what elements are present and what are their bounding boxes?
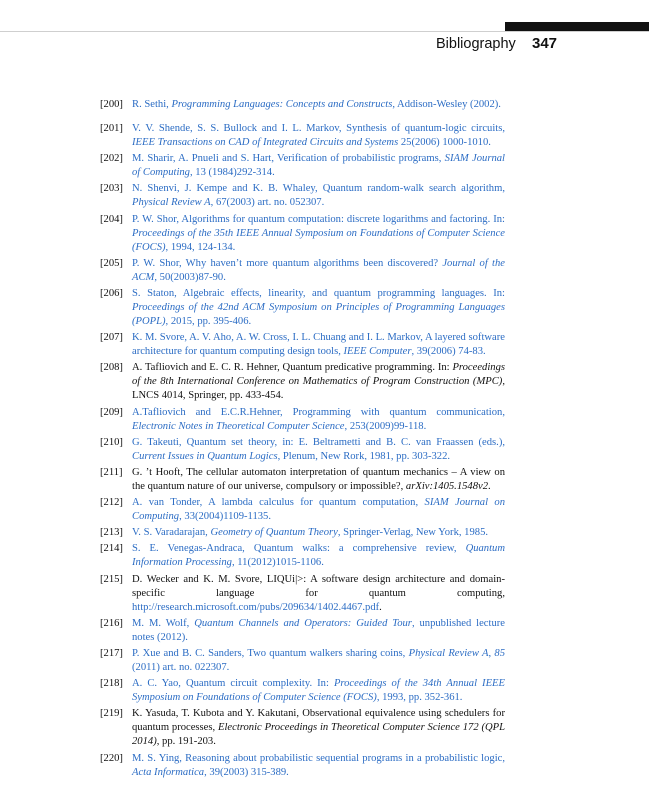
- bib-venue-title: Electronic Proceedings in Theoretical Computer Science 172 (QPL 2014): [132, 722, 505, 748]
- page-number: 347: [532, 35, 558, 52]
- bib-entry[interactable]: [100, 98, 505, 112]
- bib-text-segment: , Plenum, New Rork, 1981, pp. 303-322.: [277, 450, 451, 462]
- bib-venue-title: Geometry of Quantum Theory: [210, 527, 338, 539]
- bib-entry-number: [201]: [100, 123, 123, 134]
- bib-entry-number: [202]: [100, 153, 123, 165]
- bib-venue-title: arXiv:1405.1548v2: [405, 480, 489, 492]
- bib-entry-text: [132, 362, 505, 401]
- bib-text-segment: A. C. Yao, Quantum circuit complexity. In:: [132, 678, 334, 690]
- bib-text-segment: , 50(2003)87-90.: [154, 271, 226, 283]
- bib-entry-text[interactable]: [132, 99, 501, 110]
- bib-entry[interactable]: [100, 182, 505, 210]
- bib-entry-text[interactable]: [132, 214, 505, 253]
- bib-entry[interactable]: [100, 617, 505, 645]
- bib-entry-number: [204]: [100, 213, 123, 225]
- bib-entry-number: [206]: [100, 287, 123, 299]
- bib-text-segment: V. V. Shende, S. S. Bullock and I. L. Markov, Synthesis of quantum-logic circuits,: [132, 123, 505, 134]
- bib-text-segment: G. ’t Hooft, The cellular automaton interpretation of quantum mechanics – A view on the quantum nature of our universe, compulsory or impossible?,: [132, 466, 505, 492]
- bib-entry[interactable]: [100, 213, 505, 255]
- bib-entry-number: [203]: [100, 183, 123, 195]
- bib-entry-text[interactable]: [132, 183, 505, 208]
- bib-entry-number: [200]: [100, 99, 123, 110]
- bib-text-segment: , 13 (1984)292-314.: [189, 167, 275, 179]
- bib-text-segment: , 11(2012)1015-1106.: [231, 557, 324, 569]
- bib-url-link[interactable]: http://research.microsoft.com/pubs/209634/1402.4467.pdf: [132, 601, 380, 613]
- bib-entry-number: [219]: [100, 708, 123, 720]
- bib-entry[interactable]: [100, 331, 505, 359]
- bib-venue-title: Proceedings of the 8th International Conference on Mathematics of Program Construction (MPC): [132, 362, 505, 388]
- bib-text-segment: A.Tafliovich and E.C.R.Hehner, Programming with quantum communication,: [132, 406, 505, 418]
- bib-text-segment: , 1993, pp. 352-361.: [376, 692, 463, 704]
- bib-text-segment: , 39(2006) 74-83.: [411, 346, 486, 358]
- bib-entry-text[interactable]: [132, 618, 505, 643]
- bib-entry: [100, 466, 505, 494]
- bib-entry[interactable]: [100, 526, 505, 540]
- bib-entry-number: [205]: [100, 257, 123, 269]
- bib-venue-title: Proceedings of the 42nd ACM Symposium on Principles of Programming Languages (POPL): [132, 301, 505, 327]
- bib-entry[interactable]: [100, 677, 505, 705]
- bib-entry[interactable]: [100, 542, 505, 570]
- bib-entry-text[interactable]: [132, 153, 505, 178]
- bib-entry-number: [209]: [100, 406, 123, 418]
- bib-entry: [100, 573, 505, 615]
- bib-entry-number: [214]: [100, 543, 123, 555]
- bib-venue-title: Quantum Information Processing: [132, 543, 505, 569]
- bib-venue-title: Proceedings of the 35th IEEE Annual Symposium on Foundations of Computer Science (FOCS): [132, 227, 505, 253]
- bib-text-segment: A. Tafliovich and E. C. R. Hehner, Quantum predicative programming. In:: [132, 362, 453, 374]
- bib-text-segment: K. M. Svore, A. V. Aho, A. W. Cross, I. L. Chuang and I. L. Markov, A layered software architecture for quantum computing design tools,: [132, 332, 505, 358]
- bib-text-segment: P. W. Shor, Why haven’t more quantum algorithms been discovered?: [132, 257, 443, 269]
- bib-text-segment: P. Xue and B. C. Sanders, Two quantum walkers sharing coins,: [132, 648, 409, 659]
- bib-entry-number: [220]: [100, 752, 123, 764]
- bib-venue-title: Journal of the ACM: [132, 257, 505, 283]
- bib-venue-title: Physical Review A: [408, 648, 489, 659]
- bib-entry-text[interactable]: [132, 648, 505, 673]
- bib-text-segment: .: [488, 480, 491, 492]
- bib-text-segment: .: [379, 601, 382, 613]
- bib-venue-title: SIAM Journal of Computing: [132, 153, 505, 179]
- bib-text-segment: , Springer-Verlag, New York, 1985.: [337, 527, 489, 539]
- bib-text-segment: P. W. Shor, Algorithms for quantum computation: discrete logarithms and factoring. In:: [132, 213, 505, 225]
- running-title: Bibliography: [436, 36, 516, 52]
- bib-entry-number: [216]: [100, 617, 123, 629]
- bib-entry-text: [132, 467, 505, 492]
- bib-text-segment: , 1994, 124-134.: [165, 241, 236, 253]
- bib-entry-number: [218]: [100, 678, 123, 690]
- bib-text-segment: , Addison-Wesley (2002).: [392, 99, 501, 110]
- bib-text-segment: , 253(2009)99-118.: [344, 420, 427, 432]
- bib-entry[interactable]: [100, 287, 505, 329]
- bib-entry-text[interactable]: [132, 123, 505, 148]
- bib-entry-number: [213]: [100, 527, 123, 539]
- bib-entry[interactable]: [100, 647, 505, 675]
- bib-text-segment: 25(2006) 1000-1010.: [398, 137, 491, 148]
- bib-text-segment: R. Sethi,: [132, 99, 172, 110]
- bib-entry[interactable]: [100, 257, 505, 285]
- bibliography-list: [100, 98, 505, 782]
- bib-entry-text[interactable]: [132, 332, 505, 357]
- bib-entry: [100, 707, 505, 749]
- bib-entry-number: [211]: [100, 466, 123, 478]
- bib-entry[interactable]: [100, 152, 505, 180]
- bib-entry[interactable]: [100, 496, 505, 524]
- bib-text-segment: M. M. Wolf,: [132, 617, 195, 629]
- bib-venue-title: IEEE Transactions on CAD of Integrated Circuits and Systems: [132, 137, 399, 148]
- bib-entry-text[interactable]: [132, 288, 505, 327]
- bib-entry[interactable]: [100, 752, 505, 780]
- bib-venue-title: 85: [494, 648, 505, 659]
- bib-entry[interactable]: [100, 436, 505, 464]
- bib-text-segment: , 2015, pp. 395-406.: [165, 315, 252, 327]
- bib-text-segment: , unpublished lecture notes (2012).: [132, 617, 505, 643]
- bib-venue-title: Acta Informatica: [132, 766, 205, 778]
- bib-entry-text[interactable]: [132, 437, 505, 462]
- bib-entry-text[interactable]: [132, 543, 505, 568]
- bib-text-segment: (2011) art. no. 022307.: [132, 662, 230, 673]
- bib-venue-title: Quantum Channels and Operators: Guided Tour: [194, 617, 412, 629]
- bib-venue-title: Programming Languages: Concepts and Constructs: [171, 99, 393, 110]
- bib-text-segment: A. van Tonder, A lambda calculus for quantum computation,: [132, 497, 425, 509]
- bib-text-segment: S. Staton, Algebraic effects, linearity, and quantum programming languages. In:: [132, 287, 505, 299]
- bib-entry-text[interactable]: [132, 753, 505, 778]
- bib-entry-text[interactable]: [132, 258, 505, 283]
- bib-text-segment: N. Shenvi, J. Kempe and K. B. Whaley, Quantum random-walk search algorithm,: [132, 183, 505, 195]
- bib-text-segment: S. E. Venegas-Andraca, Quantum walks: a comprehensive review,: [132, 543, 466, 555]
- bib-text-segment: , 33(2004)1109-1135.: [179, 511, 271, 523]
- bib-text-segment: D. Wecker and K. M. Svore, LIQUi|>: A software design architecture and domain-specific language for quantum computing,: [132, 573, 505, 599]
- bib-entry-number: [217]: [100, 648, 123, 659]
- bib-entry-text[interactable]: [132, 678, 505, 703]
- bib-entry-number: [208]: [100, 362, 123, 374]
- bib-text-segment: ,: [488, 648, 495, 659]
- bib-venue-title: IEEE Computer: [343, 346, 412, 358]
- bib-entry-number: [207]: [100, 332, 123, 344]
- bib-entry-text[interactable]: [132, 497, 505, 522]
- bib-venue-title: Proceedings of the 34th Annual IEEE Symposium on Foundations of Computer Science (FOCS): [132, 678, 506, 704]
- bib-text-segment: , pp. 191-203.: [156, 736, 216, 748]
- bib-entry-text: [132, 708, 505, 747]
- bib-entry[interactable]: [100, 122, 505, 150]
- bib-entry-number: [212]: [100, 497, 123, 509]
- bib-text-segment: , 67(2003) art. no. 052307.: [210, 197, 325, 209]
- bib-text-segment: M. Sharir, A. Pnueli and S. Hart, Verification of probabilistic programs,: [132, 153, 445, 165]
- bib-venue-title: Current Issues in Quantum Logics: [132, 450, 278, 462]
- bib-entry-text[interactable]: [132, 527, 488, 538]
- bib-entry: [100, 361, 505, 403]
- bib-text-segment: , LNCS 4014, Springer, pp. 433-454.: [132, 376, 505, 402]
- bib-venue-title: Physical Review A: [132, 197, 211, 209]
- bib-text-segment: G. Takeuti, Quantum set theory, in: E. Beltrametti and B. C. van Fraassen (eds.),: [132, 436, 505, 448]
- bib-venue-title: SIAM Journal on Computing: [132, 497, 506, 523]
- bib-entry[interactable]: [100, 406, 505, 434]
- bib-text-segment: , 39(2003) 315-389.: [204, 766, 289, 778]
- header-rule: [0, 31, 649, 32]
- bib-text-segment: M. S. Ying, Reasoning about probabilistic sequential programs in a probabilistic logic,: [132, 752, 505, 764]
- bib-text-segment: K. Yasuda, T. Kubota and Y. Kakutani, Observational equivalence using schedulers for quantum processes,: [132, 708, 505, 734]
- bib-venue-title: Electronic Notes in Theoretical Computer Science: [132, 420, 345, 432]
- bib-entry-text: [132, 574, 505, 613]
- bib-entry-number: [210]: [100, 436, 123, 448]
- bib-text-segment: V. S. Varadarajan,: [132, 527, 211, 539]
- bib-entry-number: [215]: [100, 573, 123, 585]
- bib-entry-text[interactable]: [132, 407, 505, 432]
